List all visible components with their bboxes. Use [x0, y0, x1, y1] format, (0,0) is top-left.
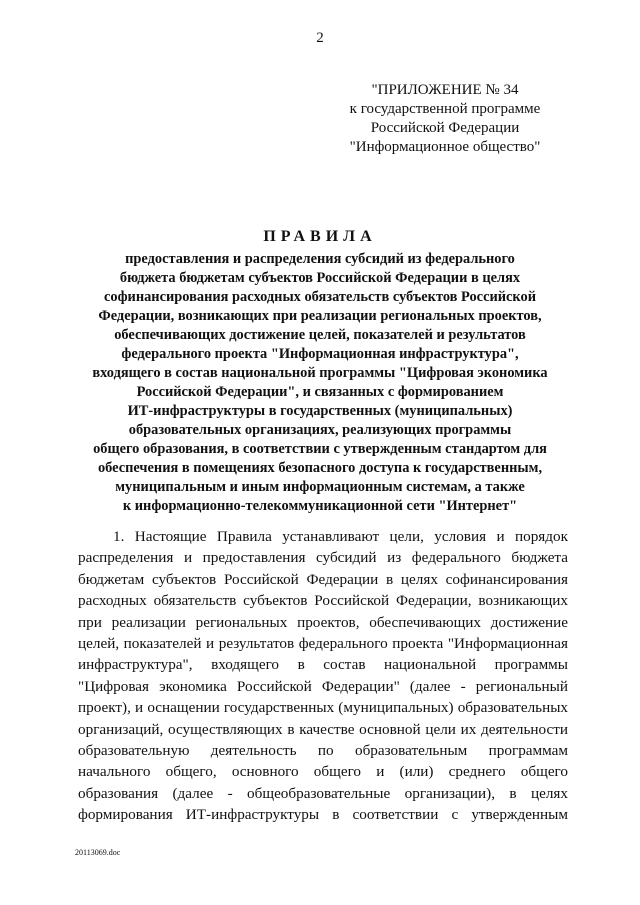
rules-title: ПРАВИЛА [263, 228, 377, 245]
page-number: 2 [316, 30, 324, 46]
document-filename: 20113069.doc [75, 848, 121, 857]
body-line: бюджетам субъектов Российской Федерации в целях софинансирования [78, 570, 568, 588]
body-paragraph [78, 526, 568, 826]
body-line: 1. Настоящие Правила устанавливают цели, условия и порядок [113, 528, 568, 545]
body-line: проект), и оснащении государственных (муниципальных) образовательных [78, 699, 568, 717]
body-line: образования (далее - общеобразовательные организации), в целях [78, 784, 568, 802]
subtitle-line: обеспечивающих достижение целей, показателей и результатов [114, 327, 526, 343]
body-line: целей, показателей и результатов федерального проекта "Информационная [78, 635, 568, 653]
subtitle-line: общего образования, в соответствии с утвержденным стандартом для [93, 441, 547, 457]
appendix-line: "Информационное общество" [349, 139, 541, 155]
appendix-header [330, 81, 560, 157]
subtitle-line: предоставления и распределения субсидий из федерального [125, 251, 515, 267]
body-line: расходных обязательств субъектов Российской Федерации, возникающих [78, 592, 568, 610]
body-line: "Цифровая экономика Российской Федерации" (далее - региональный [78, 677, 568, 695]
body-line: распределения и предоставления субсидий из федерального бюджета [78, 549, 568, 567]
subtitle-line: софинансирования расходных обязательств субъектов Российской [103, 289, 537, 305]
appendix-line: Российской Федерации [370, 120, 520, 136]
subtitle-line: бюджета бюджетам субъектов Российской Федерации в целях [119, 270, 521, 286]
appendix-line: "ПРИЛОЖЕНИЕ № 34 [371, 82, 519, 98]
body-line: организаций, осуществляющих в качестве основной цели их деятельности [78, 720, 568, 738]
body-line: образовательную деятельность по образовательным программам [78, 742, 568, 760]
appendix-line: к государственной программе [349, 101, 541, 117]
body-line: начального общего, основного общего и (или) среднего общего [78, 763, 568, 781]
subtitle-line: Российской Федерации", и связанных с формированием [136, 384, 504, 400]
subtitle-line: входящего в состав национальной программы "Цифровая экономика [92, 365, 548, 381]
subtitle-line: образовательных организациях, реализующих программы [128, 422, 512, 438]
body-line: инфраструктура", входящего в состав национальной программы [78, 656, 568, 674]
subtitle-line: к информационно-телекоммуникационной сети "Интернет" [122, 498, 518, 514]
subtitle-line: муниципальным и иным информационным системам, а также [115, 479, 525, 495]
subtitle-line: Федерации, возникающих при реализации региональных проектов, [98, 308, 542, 324]
rules-subtitle [60, 250, 580, 516]
subtitle-line: обеспечения в помещениях безопасного доступа к государственным, [97, 460, 543, 476]
subtitle-line: ИТ-инфраструктуры в государственных (муниципальных) [127, 403, 513, 419]
body-line: при реализации региональных проектов, обеспечивающих достижение [78, 613, 568, 631]
subtitle-line: федерального проекта "Информационная инфраструктура", [121, 346, 519, 362]
body-line: формирования ИТ-инфраструктуры в соответствии с утвержденным [78, 806, 568, 824]
